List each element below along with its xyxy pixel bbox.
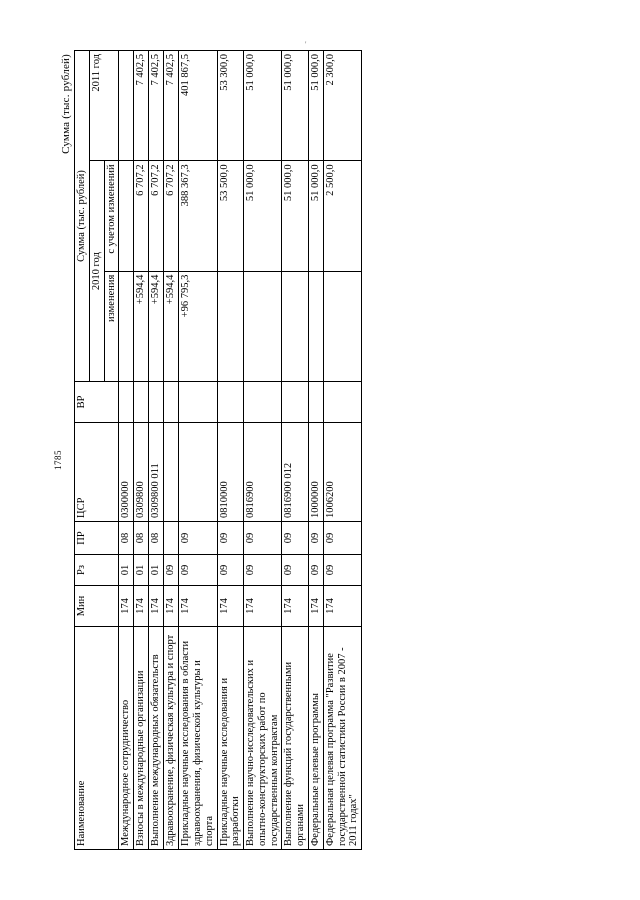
- cell-changes: [119, 271, 134, 381]
- table-caption: Сумма (тыс. рублей): [60, 54, 72, 154]
- cell-year-2011: 2 300,0: [323, 51, 361, 161]
- cell-rz: 01: [149, 555, 164, 586]
- header-year-2010: 2010 год: [89, 161, 104, 382]
- cell-pr: 09: [244, 522, 282, 555]
- cell-name: Здравоохранение, физическая культура и спорт: [164, 627, 179, 850]
- table-body: [119, 51, 362, 850]
- cell-vr: [149, 382, 164, 423]
- cell-pr: 08: [134, 522, 149, 555]
- cell-changes: [244, 271, 282, 381]
- cell-rz: 09: [164, 555, 179, 586]
- cell-changes: [323, 271, 361, 381]
- cell-csr: 0816900: [244, 423, 282, 522]
- cell-year-2011: 7 402,5: [134, 51, 149, 161]
- cell-year-2011: 53 300,0: [217, 51, 244, 161]
- cell-name: Выполнение международных обязательств: [149, 627, 164, 850]
- cell-name: Прикладные научные исследования в области здравоохранения, физической культуры и спорта: [179, 627, 217, 850]
- cell-year-2011: 51 000,0: [244, 51, 282, 161]
- cell-csr: 0300000: [119, 423, 134, 522]
- cell-pr: 09: [323, 522, 361, 555]
- cell-year-2011: 7 402,5: [164, 51, 179, 161]
- cell-min: 174: [244, 586, 282, 627]
- cell-year-2011: 51 000,0: [308, 51, 323, 161]
- cell-with-changes: 51 000,0: [282, 161, 309, 271]
- cell-changes: +96 795,3: [179, 271, 217, 381]
- cell-rz: 09: [282, 555, 309, 586]
- cell-pr: 09: [217, 522, 244, 555]
- cell-with-changes: 6 707,2: [134, 161, 149, 271]
- cell-min: 174: [217, 586, 244, 627]
- cell-vr: [134, 382, 149, 423]
- cell-pr: 08: [119, 522, 134, 555]
- cell-vr: [323, 382, 361, 423]
- cell-min: 174: [149, 586, 164, 627]
- cell-vr: [179, 382, 217, 423]
- table-row: [149, 51, 164, 850]
- cell-with-changes: 53 500,0: [217, 161, 244, 271]
- cell-rz: 09: [244, 555, 282, 586]
- table-header-row-1: [75, 51, 90, 850]
- table-row: [179, 51, 217, 850]
- budget-table: [74, 50, 362, 850]
- header-rz: Рз: [75, 555, 119, 586]
- cell-rz: 09: [308, 555, 323, 586]
- cell-name: Федеральная целевая программа "Развитие государственной статистики России в 2007 - 2011 годах": [323, 627, 361, 850]
- table-row: [282, 51, 309, 850]
- cell-with-changes: [119, 161, 134, 271]
- scan-artifact-mark: ': [305, 40, 307, 49]
- cell-name: Международное сотрудничество: [119, 627, 134, 850]
- cell-rz: 01: [119, 555, 134, 586]
- cell-csr: 0309800: [134, 423, 149, 522]
- cell-name: Взносы в международные организации: [134, 627, 149, 850]
- cell-year-2011: [119, 51, 134, 161]
- cell-changes: +594,4: [134, 271, 149, 381]
- rotated-table-container: [60, 50, 580, 850]
- header-with-changes: с учетом изменений: [104, 161, 119, 271]
- header-vr: ВР: [75, 382, 119, 423]
- cell-with-changes: 51 000,0: [308, 161, 323, 271]
- cell-pr: 09: [179, 522, 217, 555]
- cell-pr: [164, 522, 179, 555]
- cell-rz: 09: [179, 555, 217, 586]
- cell-rz: 01: [134, 555, 149, 586]
- cell-with-changes: 388 367,3: [179, 161, 217, 271]
- cell-vr: [244, 382, 282, 423]
- cell-min: 174: [323, 586, 361, 627]
- table-row: [244, 51, 282, 850]
- header-sum-group: Сумма (тыс. рублей): [75, 51, 90, 382]
- cell-with-changes: 6 707,2: [149, 161, 164, 271]
- header-changes: изменения: [104, 271, 119, 381]
- table-head: [75, 51, 119, 850]
- cell-name: Выполнение научно-исследовательских и опытно-конструкторских работ по государственным контрактам: [244, 627, 282, 850]
- header-csr: ЦСР: [75, 423, 119, 522]
- cell-name: Федеральные целевые программы: [308, 627, 323, 850]
- cell-name: Прикладные научные исследования и разработки: [217, 627, 244, 850]
- cell-with-changes: 2 500,0: [323, 161, 361, 271]
- cell-changes: +594,4: [149, 271, 164, 381]
- cell-vr: [119, 382, 134, 423]
- cell-changes: [282, 271, 309, 381]
- cell-changes: +594,4: [164, 271, 179, 381]
- table-row: [164, 51, 179, 850]
- cell-csr: 1000000: [308, 423, 323, 522]
- cell-csr: 0810000: [217, 423, 244, 522]
- cell-min: 174: [282, 586, 309, 627]
- header-min: Мин: [75, 586, 119, 627]
- cell-vr: [308, 382, 323, 423]
- cell-min: 174: [119, 586, 134, 627]
- table-row: [134, 51, 149, 850]
- cell-rz: 09: [217, 555, 244, 586]
- cell-vr: [164, 382, 179, 423]
- cell-year-2011: 51 000,0: [282, 51, 309, 161]
- cell-with-changes: 6 707,2: [164, 161, 179, 271]
- cell-pr: 08: [149, 522, 164, 555]
- cell-year-2011: 7 402,5: [149, 51, 164, 161]
- page-number: 1785: [53, 450, 63, 470]
- cell-vr: [282, 382, 309, 423]
- table-row: [308, 51, 323, 850]
- cell-rz: 09: [323, 555, 361, 586]
- cell-pr: 09: [308, 522, 323, 555]
- cell-year-2011: 401 867,5: [179, 51, 217, 161]
- cell-with-changes: 51 000,0: [244, 161, 282, 271]
- table-row: [119, 51, 134, 850]
- cell-min: 174: [164, 586, 179, 627]
- cell-csr: 1006200: [323, 423, 361, 522]
- table-row: [323, 51, 361, 850]
- cell-csr: [164, 423, 179, 522]
- cell-name: Выполнение функций государственными органами: [282, 627, 309, 850]
- cell-csr: 0816900 012: [282, 423, 309, 522]
- header-name: Наименование: [75, 627, 119, 850]
- cell-csr: 0309800 011: [149, 423, 164, 522]
- header-year-2011: 2011 год: [89, 51, 119, 161]
- cell-csr: [179, 423, 217, 522]
- cell-min: 174: [179, 586, 217, 627]
- cell-pr: 09: [282, 522, 309, 555]
- cell-changes: [308, 271, 323, 381]
- cell-vr: [217, 382, 244, 423]
- cell-min: 174: [308, 586, 323, 627]
- header-pr: ПР: [75, 522, 119, 555]
- cell-changes: [217, 271, 244, 381]
- table-row: [217, 51, 244, 850]
- cell-min: 174: [134, 586, 149, 627]
